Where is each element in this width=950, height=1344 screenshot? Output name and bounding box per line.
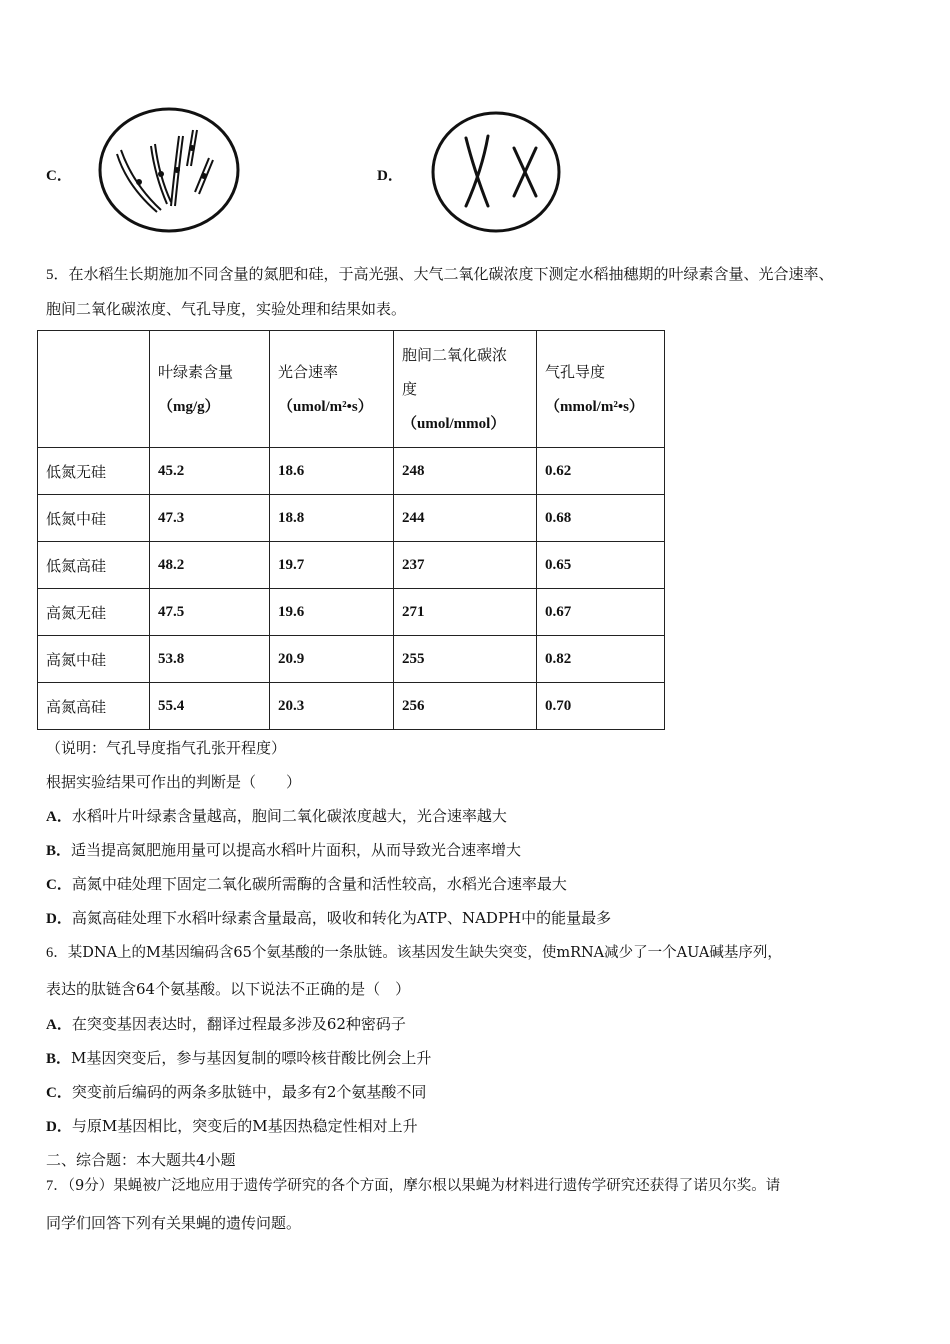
cell-value: 0.65 bbox=[537, 542, 665, 589]
row-label: 高氮高硅 bbox=[38, 683, 150, 730]
cell-value: 48.2 bbox=[150, 542, 270, 589]
row-label: 高氮无硅 bbox=[38, 589, 150, 636]
q5-stem: 根据实验结果可作出的判断是（ ） bbox=[46, 773, 302, 791]
option-d-label: D． bbox=[377, 168, 403, 184]
header-chlorophyll: 叶绿素含量 （mg/g） bbox=[150, 331, 270, 448]
q5-option-c: C．高氮中硅处理下固定二氧化碳所需酶的含量和活性较高，水稻光合速率最大 bbox=[46, 875, 567, 893]
q6-text-line1: 6．某DNA上的M基因编码含65个氨基酸的一条肽链。该基因发生缺失突变，使mRNA减少了一个AUA碱基序列， bbox=[46, 945, 782, 961]
q7-text-line1: 7．（9分）果蝇被广泛地应用于遗传学研究的各个方面，摩尔根以果蝇为材料进行遗传学研究还获得了诺贝尔奖。请 bbox=[46, 1178, 781, 1194]
cell-value: 18.6 bbox=[270, 448, 394, 495]
cell-value: 45.2 bbox=[150, 448, 270, 495]
q5-text-line1: 5．在水稻生长期施加不同含量的氮肥和硅，于高光强、大气二氧化碳浓度下测定水稻抽穗期的叶绿素含量、光合速率、 bbox=[46, 265, 834, 283]
row-label: 低氮中硅 bbox=[38, 495, 150, 542]
q6-option-d: D．与原M基因相比，突变后的M基因热稳定性相对上升 bbox=[46, 1117, 418, 1135]
cell-value: 0.67 bbox=[537, 589, 665, 636]
cell-value: 0.62 bbox=[537, 448, 665, 495]
cell-value: 19.6 bbox=[270, 589, 394, 636]
q7-text-line2: 同学们回答下列有关果蝇的遗传问题。 bbox=[46, 1214, 302, 1232]
cell-value: 18.8 bbox=[270, 495, 394, 542]
q5-option-b: B．适当提高氮肥施用量可以提高水稻叶片面积，从而导致光合速率增大 bbox=[46, 841, 522, 859]
table-row bbox=[38, 448, 665, 495]
q5-text-line2: 胞间二氧化碳浓度、气孔导度，实验处理和结果如表。 bbox=[46, 300, 407, 318]
row-label: 低氮无硅 bbox=[38, 448, 150, 495]
header-intercellular-co2: 胞间二氧化碳浓 度 （umol/mmol） bbox=[394, 331, 537, 448]
table-row bbox=[38, 683, 665, 730]
cell-value: 244 bbox=[394, 495, 537, 542]
table-row bbox=[38, 495, 665, 542]
q5-option-a: A．水稻叶片叶绿素含量越高，胞间二氧化碳浓度越大，光合速率越大 bbox=[46, 807, 507, 825]
cell-value: 237 bbox=[394, 542, 537, 589]
cell-value: 0.70 bbox=[537, 683, 665, 730]
cell-value: 0.82 bbox=[537, 636, 665, 683]
table-row bbox=[38, 542, 665, 589]
cell-figure-d bbox=[430, 110, 562, 234]
table-row bbox=[38, 636, 665, 683]
cell-value: 47.3 bbox=[150, 495, 270, 542]
header-photosynthesis-rate: 光合速率 （umol/m²•s） bbox=[270, 331, 394, 448]
cell-value: 256 bbox=[394, 683, 537, 730]
section2-title: 二、综合题：本大题共4小题 bbox=[46, 1151, 236, 1169]
cell-value: 271 bbox=[394, 589, 537, 636]
cell-value: 19.7 bbox=[270, 542, 394, 589]
q5-option-d: D．高氮高硅处理下水稻叶绿素含量最高，吸收和转化为ATP、NADPH中的能量最多 bbox=[46, 909, 612, 927]
q6-option-a: A．在突变基因表达时，翻译过程最多涉及62种密码子 bbox=[46, 1015, 406, 1033]
results-table bbox=[37, 330, 665, 730]
cell-value: 20.3 bbox=[270, 683, 394, 730]
cell-value: 20.9 bbox=[270, 636, 394, 683]
q6-text-line2: 表达的肽链含64个氨基酸。以下说法不正确的是（ ） bbox=[46, 980, 411, 998]
cell-value: 0.68 bbox=[537, 495, 665, 542]
q5-note: （说明：气孔导度指气孔张开程度） bbox=[46, 739, 287, 757]
option-c-label: C． bbox=[46, 168, 72, 184]
cell-value: 47.5 bbox=[150, 589, 270, 636]
cell-value: 55.4 bbox=[150, 683, 270, 730]
table-row bbox=[38, 589, 665, 636]
cell-value: 248 bbox=[394, 448, 537, 495]
row-label: 低氮高硅 bbox=[38, 542, 150, 589]
cell-figure-c bbox=[97, 106, 241, 234]
table-header-row bbox=[38, 331, 665, 448]
row-label: 高氮中硅 bbox=[38, 636, 150, 683]
cell-value: 255 bbox=[394, 636, 537, 683]
q6-option-b: B．M基因突变后，参与基因复制的嘌呤核苷酸比例会上升 bbox=[46, 1049, 432, 1067]
cell-value: 53.8 bbox=[150, 636, 270, 683]
header-stomatal-conductance: 气孔导度 （mmol/m²•s） bbox=[537, 331, 665, 448]
header-blank bbox=[38, 331, 150, 448]
q6-option-c: C．突变前后编码的两条多肽链中，最多有2个氨基酸不同 bbox=[46, 1083, 427, 1101]
